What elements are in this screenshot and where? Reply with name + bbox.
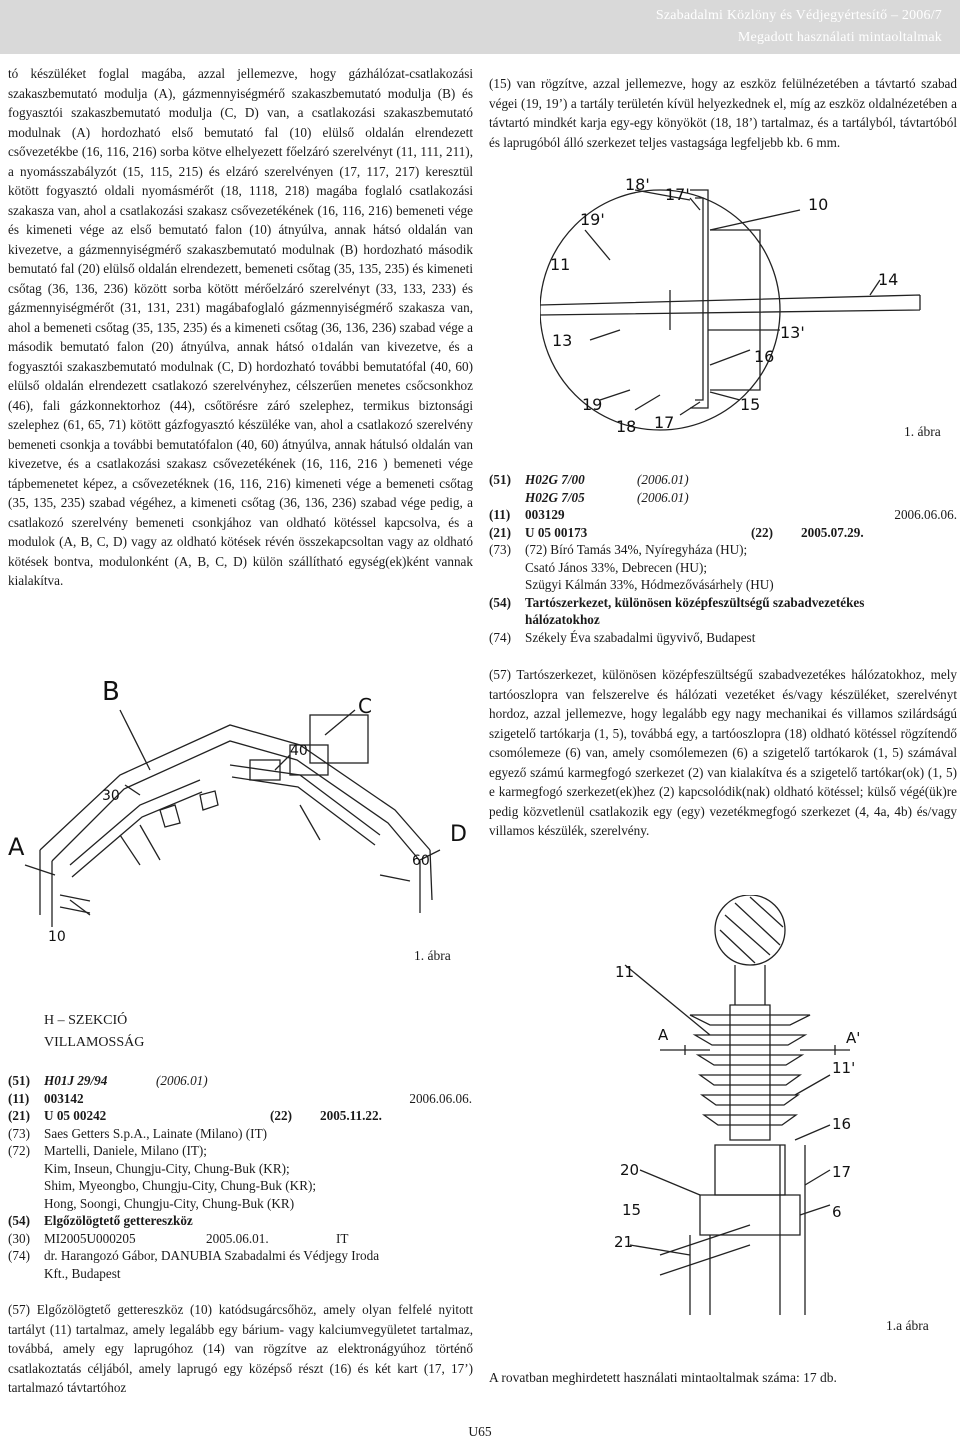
- inventor-row: [8, 1196, 472, 1214]
- inventor: Kim, Inseun, Chungju-City, Chung-Buk (KR);: [44, 1160, 290, 1176]
- left-body-text: [8, 64, 473, 591]
- holder-row: [489, 577, 957, 595]
- agent: Kft., Budapest: [44, 1265, 121, 1281]
- figure-insulator-support: [600, 895, 930, 1315]
- inid-code: (73): [8, 1125, 30, 1141]
- inventor: Hong, Soongi, Chungju-City, Chung-Buk (KR): [44, 1195, 295, 1211]
- entry-row-30: [8, 1231, 472, 1249]
- patent-entry-003129: [489, 472, 957, 647]
- fig-label: 17: [832, 1163, 852, 1181]
- publication-date: 2006.06.06.: [894, 507, 957, 522]
- fig-label-A: A: [8, 833, 25, 861]
- entry-row-11: [8, 1091, 472, 1109]
- agent: dr. Harangozó Gábor, DANUBIA Szabadalmi és Védjegy Iroda: [44, 1248, 380, 1263]
- holder: (72) Bíró Tamás 34%, Nyíregyháza (HU);: [525, 542, 748, 557]
- inid-code: (73): [489, 542, 511, 557]
- inid-code: (11): [8, 1090, 30, 1106]
- ipc-date: (2006.01): [156, 1073, 208, 1088]
- entry-row-21: [489, 525, 957, 543]
- fig-label-30: 30: [102, 788, 120, 804]
- fig-label: 11: [615, 963, 635, 981]
- right-body-text: [489, 74, 957, 152]
- inid-code: (54): [8, 1213, 30, 1228]
- fig-label-40: 40: [290, 743, 308, 759]
- entry-row-51b: [489, 490, 957, 508]
- fig-label: 15: [622, 1201, 642, 1219]
- right-paragraph: (15) van rögzítve, azzal jellemezve, hogy az eszköz felülnézetében a távtartó szabad végei (19, 19’) a tartály területén kívül helyezkednek el, míg az eszköz oldalnézetében a távtartó mindkét karja egy-egy könyököt (18, 18’) tartalmaz, és a tartályból, távtartóból és laprugóból álló szerkezet teljes vastagsága legfeljebb kb. 6 mm.: [489, 76, 957, 150]
- section-count-note: A rovatban meghirdetett használati mintaoltalmak száma: 17 db.: [489, 1370, 837, 1385]
- fig-label: 11: [550, 255, 571, 274]
- fig-label: A': [846, 1029, 861, 1047]
- application-number: U 05 00173: [525, 524, 588, 540]
- entry-row-51: [489, 472, 957, 490]
- entry-row-51: [8, 1073, 472, 1091]
- holder-row: [489, 560, 957, 578]
- inventor: Martelli, Daniele, Milano (IT);: [44, 1143, 207, 1158]
- section-title-header: Megadott használati mintaoltalmak: [737, 30, 942, 45]
- inid-code: (30): [8, 1230, 30, 1246]
- ipc-class: H02G 7/05: [525, 489, 585, 505]
- inid-code: (21): [489, 524, 511, 540]
- fig-label: 21: [614, 1233, 634, 1251]
- section-heading: [44, 1010, 144, 1054]
- entry-row-73: [8, 1126, 472, 1144]
- ipc-date: (2006.01): [637, 472, 689, 487]
- left-paragraph: tó készüléket foglal magába, azzal jellemezve, hogy gázhálózat-csatlakozási szakaszbemutató modulja (A), gázmennyiségmérő szakaszbemutató modulja (B) és fogyasztói szakaszbemutató modulja (C, D) van, a csatlakozási szakaszbemutató modulnak (A) hordozható első bemutató fal (10) elülső oldalán elrendezett csővezetékbe (16, 116, 216) sorba kötve elhelyezett főelzáró szerelvényt (11, 111, 211), a nyomásszabályzót (15, 115, 215) és elzáró szerelvényen (17, 117, 217) keresztül kötött fogyasztó oldali nyomásmérőt (18, 1118, 218) magába foglaló csatlakozási szakasza van, ahol a csatlakozási szakasz csővezetékének (16, 116, 216) bemeneti vége és kimeneti vége az első bemutató falon (10) átnyúlva, annak hátsó oldalán van kivezetve, a gázmennyiségmérő szakaszbemutató modulnak (B) hordozható második bemutató fal (20) elülső oldalán elrendezett, bemeneti csőtag (35, 135, 235) és kimeneti csőtag (36, 136, 236) között sorba kötött mérőelzáró szerelvényt (33, 133, 233) és gázmennyiségmérőt (31, 131, 231) magábafoglaló gázmennyiségmérő szakasza van, ahol a bemeneti csőtag (35, 135, 235) és a kimeneti csőtag (36, 136, 236) szabad vége a második bemutató falon (20) átnyúlva, annak hátsó o1dalán van kivezetve, és a fogyasztói szakaszbemutató modulnak (C, D) hordozható további bemutatófal (40, 60) elülső oldalán elrendezett csatlakozó szerelvényhez, célszerűen menetes csőcsonkhoz (46), fali gázkonnektorhoz (44), csőtörésre záró szelephez, termikus biztonsági szelephez (61, 65, 71) kötött gázfogyasztó készüléke van, ahol a csatlakozó szerelvény bemeneti csonkja a további bemutatófalon (40, 60) átnyúlva, annak hátulsó oldalán van kivezetve, és a csatlakozási szakasz csővezetékének (16, 116, 216 ) bemeneti vége tápbemenetet képez, a csővezetéknek (16, 116, 216) kimeneti vége a bemeneti csőtag (35, 135, 235) szabad végéhez, a kimeneti csőtag (36, 136, 236) szabad vége pedig, a csatlakozó szerelvény bemeneti csonkjához van oldható kötéssel kapcsolva, és a modulok (A, B, C, D) vagy az oldható kötések révén összekapcsoltan vagy az oldható kötések bontva, modulonként (A, B, C, D) külön szállítható egység(ek)ként vannak kialakítva.: [8, 66, 473, 588]
- fig-label-C: C: [358, 694, 372, 718]
- reg-number: 003142: [44, 1090, 84, 1106]
- abstract-003142: (57) Elgőzölögtető gettereszköz (10) katódsugárcsőhöz, amely olyan felfelé nyitott tartályt (11) tartalmaz, amely legalább egy bárium- vagy kalciumvegyületet tartalmaz, továbbá, amely egy laprugóhoz (14) van rögzítve az elektronágyúhoz történő csatlakoztatás céljából, amely laprugó egy középső részt (16) és két kart (17, 17’) tartalmazó távtartóhoz: [8, 1302, 473, 1395]
- fig-label: 13: [552, 331, 573, 350]
- fig-label: 11': [832, 1059, 856, 1077]
- inventor-row: [8, 1161, 472, 1179]
- journal-title: Szabadalmi Közlöny és Védjegyértesítő – 2006/7: [655, 8, 942, 23]
- reg-number: 003129: [525, 507, 565, 522]
- inid-code: (74): [8, 1248, 30, 1263]
- ipc-date: (2006.01): [637, 489, 689, 505]
- agent: Székely Éva szabadalmi ügyvivő, Budapest: [525, 629, 756, 645]
- section-heading-line2: VILLAMOSSÁG: [44, 1035, 145, 1050]
- entry-row-74: [8, 1248, 472, 1266]
- entry-row-11: [489, 507, 957, 525]
- priority-country: IT: [336, 1230, 349, 1246]
- fig-label: 19': [580, 210, 605, 229]
- section-heading-line1: H – SZEKCIÓ: [44, 1013, 128, 1028]
- fig-label: 18': [625, 175, 650, 194]
- invention-title: Tartószerkezet, különösen középfeszültségű szabadvezetékes: [525, 594, 865, 610]
- fig-label: 19: [582, 395, 603, 414]
- fig-label-60: 60: [412, 853, 430, 869]
- entry-row-54: [489, 595, 957, 613]
- patent-entry-003142: [8, 1073, 472, 1283]
- priority-number: MI2005U000205: [44, 1230, 136, 1246]
- inventor: Shim, Myeongbo, Chungju-City, Chung-Buk (KR);: [44, 1178, 317, 1193]
- priority-date: 2005.06.01.: [206, 1230, 269, 1246]
- fig-label-B: B: [102, 677, 120, 707]
- holder: Saes Getters S.p.A., Lainate (Milano) (IT): [44, 1125, 268, 1141]
- fig-label-D: D: [450, 822, 467, 847]
- title-row: [489, 612, 957, 630]
- holder: Csató János 33%, Debrecen (HU);: [525, 559, 708, 575]
- fig-right1-caption: 1. ábra: [904, 424, 941, 439]
- fig-label: 17': [665, 185, 690, 204]
- figure-gas-modules: [0, 665, 470, 965]
- inid-code: (11): [489, 507, 511, 522]
- filing-date: 2005.11.22.: [320, 1108, 382, 1123]
- fig-label: A: [658, 1026, 669, 1044]
- fig-label-10: 10: [48, 929, 66, 945]
- inid-code: (21): [8, 1108, 30, 1123]
- fig-label: 16: [832, 1115, 852, 1133]
- fig-label: 13': [780, 323, 805, 342]
- inventor-row: [8, 1178, 472, 1196]
- invention-title: hálózatokhoz: [525, 612, 600, 627]
- inid-code: (22): [751, 524, 773, 540]
- fig-label: 16: [754, 347, 775, 366]
- inid-code: (51): [8, 1073, 30, 1088]
- agent-row: [8, 1266, 472, 1284]
- publication-date: 2006.06.06.: [409, 1090, 472, 1106]
- inid-code: (54): [489, 594, 511, 610]
- fig-label: 10: [808, 195, 829, 214]
- filing-date: 2005.07.29.: [801, 524, 864, 540]
- fig-label: 18: [616, 417, 637, 436]
- fig-label: 15: [740, 395, 761, 414]
- holder: Szügyi Kálmán 33%, Hódmezővásárhely (HU): [525, 577, 774, 592]
- abstract-003129: (57) Tartószerkezet, különösen középfeszültségű szabadvezetékes hálózatokhoz, mely tartóoszlopra van felszerelve és hálózati vezetéket és/vagy készüléket, szerelvényt hordoz, azzal jellemezve, hogy legalább egy nagy mechanikai és villamos szilárdságú szigetelő tartókarja (1, 5), továbbá egy, a tartóoszlopra (18) oldható kötéssel rögzítendő csomólemeze (6) van, amely csomólemezen (6) a szigetelő tartókarok (1, 5) számával egyező számú karmegfogó szerkezet (2) van kialakítva és a szigetelő tartókar(ok) (1, 5) e karmegfogó szerkezet(ek)hez (2) kapcsolódik(nak) oldható kötéssel; külső végé(ük)re pedig közvetlenül csatlakozik egy (egy) vezetékmegfogó szerkezet (4, 4a, 4b) és/vagy villamos készülék, szerelvény.: [489, 667, 957, 838]
- fig-left-caption: 1. ábra: [414, 948, 451, 963]
- fig-label: 17: [654, 413, 675, 432]
- ipc-class: H02G 7/00: [525, 472, 585, 487]
- entry-row-73: [489, 542, 957, 560]
- figure-getter-device: [540, 170, 960, 440]
- inid-code: (74): [489, 629, 511, 645]
- entry-row-72: [8, 1143, 472, 1161]
- entry-row-21: [8, 1108, 472, 1126]
- inid-code: (51): [489, 472, 511, 487]
- application-number: U 05 00242: [44, 1108, 107, 1123]
- entry-row-54: [8, 1213, 472, 1231]
- fig-label: 20: [620, 1161, 640, 1179]
- invention-title: Elgőzölögtető gettereszköz: [44, 1213, 193, 1228]
- page-number: U65: [468, 1424, 492, 1439]
- entry-row-74: [489, 630, 957, 648]
- inid-code: (72): [8, 1143, 30, 1158]
- page-header: [0, 0, 960, 54]
- fig-label: 14: [878, 270, 899, 289]
- fig-label: 6: [832, 1203, 842, 1221]
- fig-right2-caption: 1.a ábra: [886, 1318, 929, 1333]
- inid-code: (22): [270, 1108, 292, 1123]
- ipc-class: H01J 29/94: [44, 1073, 108, 1088]
